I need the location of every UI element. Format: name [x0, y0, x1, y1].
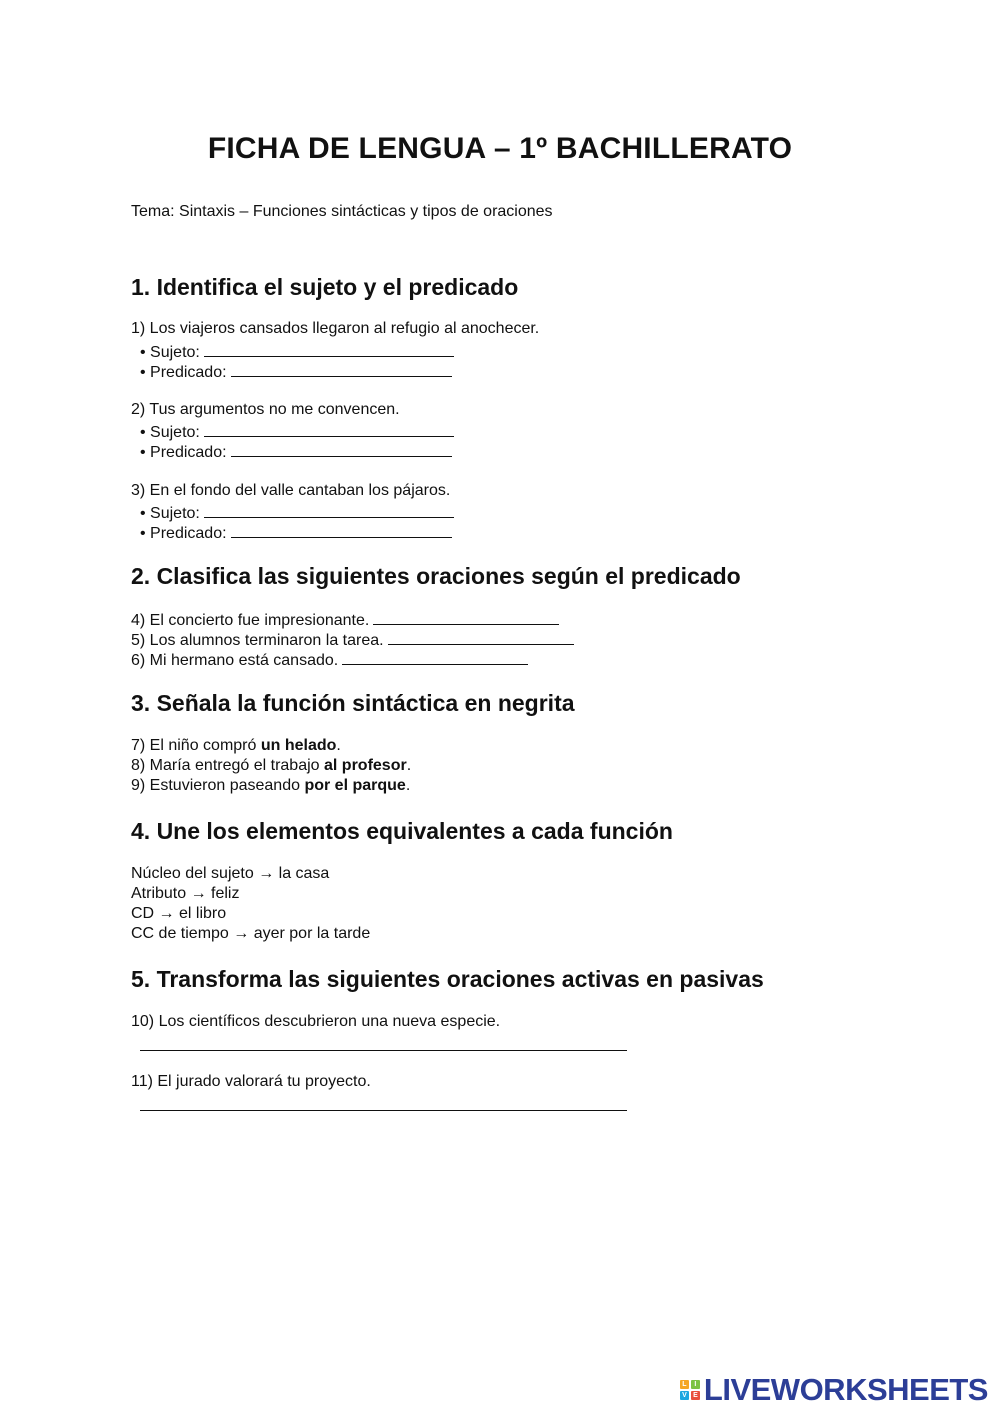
- section-1-heading: 1. Identifica el sujeto y el predicado: [131, 274, 519, 300]
- section-2-heading: 2. Clasifica las siguientes oraciones según el predicado: [131, 563, 741, 589]
- section-4-heading: 4. Une los elementos equivalentes a cada función: [131, 818, 673, 844]
- predicate-label: • Predicado:: [140, 525, 227, 542]
- subject-row-2: [140, 421, 454, 442]
- sentence-end: .: [405, 777, 411, 794]
- classify-row-5: [131, 629, 574, 650]
- function-row-8[interactable]: [131, 757, 411, 775]
- passive-answer-blank-10[interactable]: [140, 1050, 627, 1051]
- subject-label: • Sujeto:: [140, 344, 200, 361]
- liveworksheets-logo: [680, 1372, 988, 1408]
- classify-row-4: [131, 609, 559, 630]
- sentence-end: .: [336, 737, 341, 754]
- match-item-2[interactable]: Atributo → feliz: [131, 885, 240, 902]
- subject-label: • Sujeto:: [140, 505, 200, 522]
- logo-tile: I: [691, 1380, 700, 1389]
- function-row-7[interactable]: [131, 737, 341, 755]
- predicate-row-1: [140, 361, 452, 382]
- match-item-4[interactable]: CC de tiempo → ayer por la tarde: [131, 925, 371, 942]
- subject-answer-blank[interactable]: [204, 341, 454, 357]
- sentence-text: 8) María entregó el trabajo: [131, 757, 324, 774]
- predicate-answer-blank[interactable]: [231, 522, 452, 538]
- subject-answer-blank[interactable]: [204, 502, 454, 518]
- predicate-row-3: [140, 522, 452, 543]
- section-5-heading: 5. Transforma las siguientes oraciones activas en pasivas: [131, 966, 764, 992]
- predicate-label: • Predicado:: [140, 364, 227, 381]
- logo-tile: E: [691, 1391, 700, 1400]
- section-3-heading: 3. Señala la función sintáctica en negrita: [131, 690, 575, 716]
- subject-label: • Sujeto:: [140, 424, 200, 441]
- sentence-5: 5) Los alumnos terminaron la tarea.: [131, 632, 384, 649]
- logo-tile: L: [680, 1380, 689, 1389]
- logo-tile: V: [680, 1391, 689, 1400]
- classify-answer-blank[interactable]: [342, 649, 528, 665]
- predicate-row-2: [140, 441, 452, 462]
- subject-row-3: [140, 502, 454, 523]
- subject-answer-blank[interactable]: [204, 421, 454, 437]
- bold-phrase: por el parque: [304, 777, 406, 794]
- page-title: FICHA DE LENGUA – 1º BACHILLERATO: [207, 132, 793, 165]
- predicate-label: • Predicado:: [140, 444, 227, 461]
- subject-row-1: [140, 341, 454, 362]
- classify-answer-blank[interactable]: [373, 609, 559, 625]
- sentence-end: .: [406, 757, 412, 774]
- predicate-answer-blank[interactable]: [231, 361, 452, 377]
- sentence-2: 2) Tus argumentos no me convencen.: [131, 401, 400, 418]
- predicate-answer-blank[interactable]: [231, 441, 452, 457]
- logo-icon: [680, 1380, 700, 1400]
- classify-row-6: [131, 649, 528, 670]
- function-row-9[interactable]: [131, 777, 410, 795]
- sentence-6: 6) Mi hermano está cansado.: [131, 652, 339, 669]
- match-item-1[interactable]: Núcleo del sujeto → la casa: [131, 865, 330, 882]
- bold-phrase: un helado: [260, 737, 337, 754]
- sentence-3: 3) En el fondo del valle cantaban los pájaros.: [131, 482, 451, 499]
- sentence-1: 1) Los viajeros cansados llegaron al refugio al anochecer.: [131, 320, 540, 337]
- match-item-3[interactable]: CD → el libro: [131, 905, 227, 922]
- sentence-4: 4) El concierto fue impresionante.: [131, 612, 370, 629]
- sentence-text: 7) El niño compró: [131, 737, 261, 754]
- sentence-10: 10) Los científicos descubrieron una nueva especie.: [131, 1013, 501, 1030]
- logo-text: LIVEWORKSHEETS: [703, 1372, 988, 1407]
- passive-answer-blank-11[interactable]: [140, 1110, 627, 1111]
- classify-answer-blank[interactable]: [388, 629, 574, 645]
- sentence-text: 9) Estuvieron paseando: [131, 777, 305, 794]
- bold-phrase: al profesor: [324, 757, 407, 774]
- sentence-11: 11) El jurado valorará tu proyecto.: [131, 1073, 371, 1090]
- topic-line: Tema: Sintaxis – Funciones sintácticas y tipos de oraciones: [131, 203, 553, 220]
